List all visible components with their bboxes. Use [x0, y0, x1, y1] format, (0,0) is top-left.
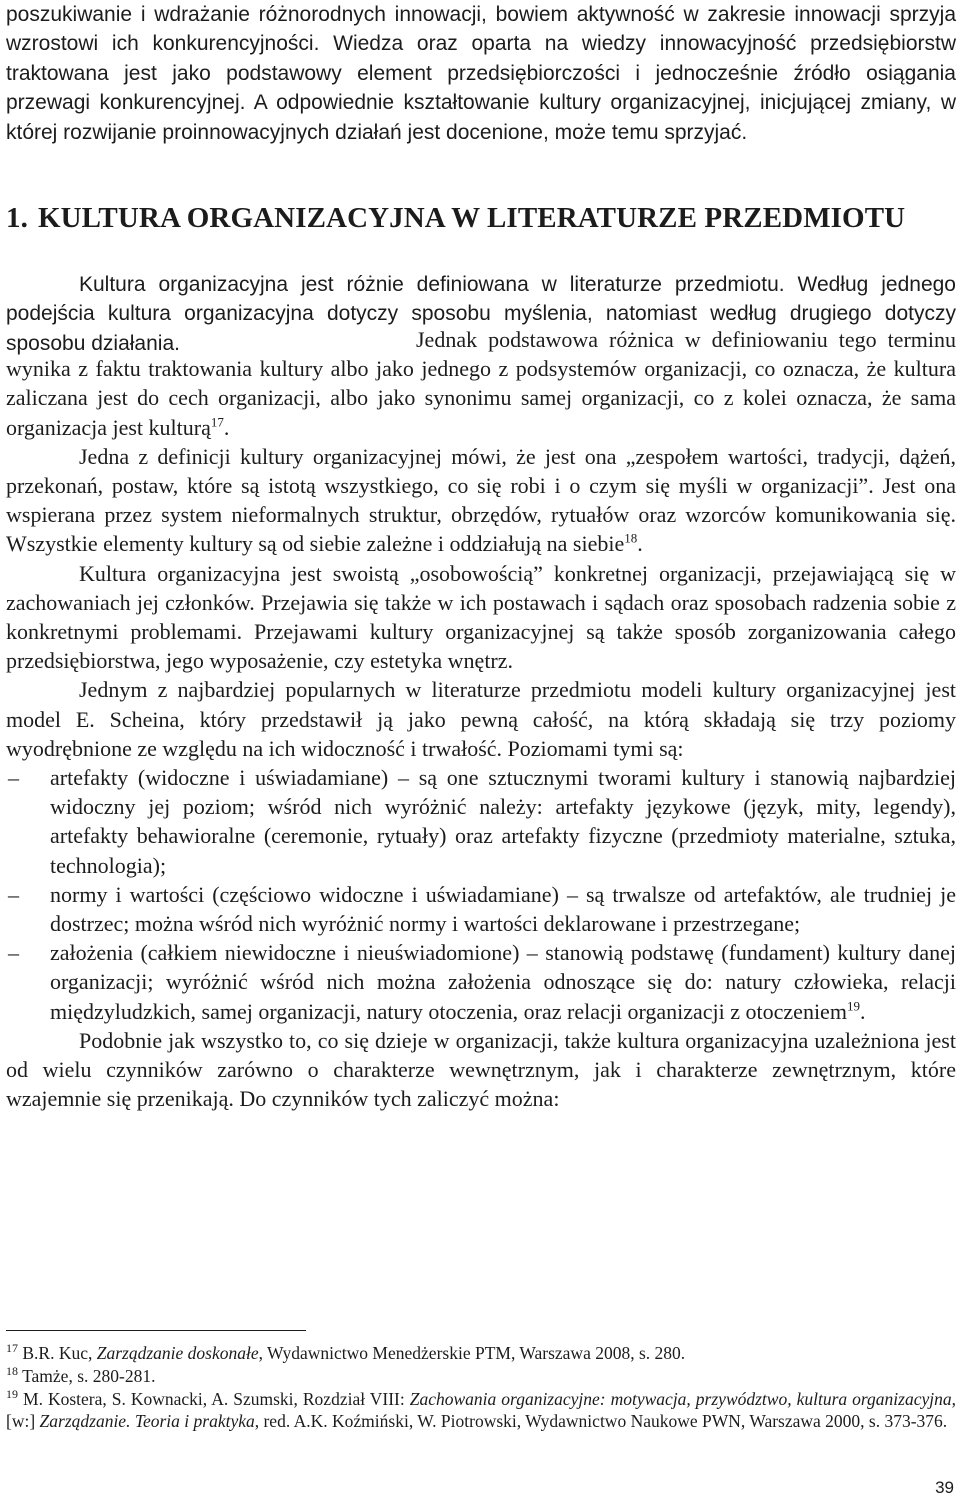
page-number: 39: [935, 1478, 954, 1497]
footnotes: [6, 1342, 956, 1433]
intro-text: poszukiwanie i wdrażanie różnorodnych innowacji, bowiem aktywność w zakresie innowacji sprzyja wzrostowi ich konkurencyjności. Wiedza oraz oparta na wiedzy innowacyjność przedsiębiorstw traktowana jest jako podstawowy element przedsiębiorczości i jednocześnie źródło osiągania przewagi konkurencyjnej. A odpowiednie kształtowanie kultury organizacyjnej, inicjującej zmiany, w której rozwijanie proinnowacyjnych działań jest docenione, może temu sprzyjać.: [6, 3, 956, 144]
culture-levels-list: [6, 763, 956, 1026]
section-number: 1.: [6, 202, 28, 234]
footnote-title: Zarządzanie. Teoria i praktyka: [39, 1411, 255, 1432]
paragraph-2: Jedna z definicji kultury organizacyjnej mówi, że jest ona „zespołem wartości, tradycji, dążeń, przekonań, postaw, które są istotą wszystkiego, co się robi i o czym się myśli w organizacji”. Jest ona wspierana przez system nieformalnych struktur, obrzędów, rytuałów oraz wzorców komunikowania się. Wszystkie elementy kultury są od siebie zależne i oddziałują na siebie$^{18}$.: [6, 443, 956, 557]
paragraph-1-part-b: Jednak podstawowa różnica w definiowaniu tego terminu wynika z faktu traktowania kultury albo jako jednego z podsystemów organizacji, co oznacza, że kultura zaliczana jest do cech organizacji, albo jako synonimu samej organizacji, co z kolei oznacza, że sama organizacja jest kulturą$^{17}$.: [6, 327, 956, 440]
footnote-title: Zarządzanie doskonałe: [96, 1343, 259, 1363]
footnote-number: 17: [6, 1341, 18, 1356]
footnote-title: Zachowania organizacyjne: motywacja, przywództwo, kultura organizacyjna: [409, 1388, 952, 1409]
footnote-text: , [w:]: [6, 1388, 957, 1432]
list-item: [6, 880, 956, 938]
list-item: – założenia (całkiem niewidoczne i nieuświadomione) – stanowią podstawę (fundament) kultury danej organizacji; wyróżnić wśród nich można założenia odnoszące się do: natury człowieka, relacji międzyludzkich, samej organizacji, natury otoczenia, oraz relacji organizacji z otoczeniem$^{19}$.: [8, 940, 956, 1024]
section-heading: [6, 200, 956, 236]
main-body: [6, 325, 956, 1113]
footnote-text: M. Kostera, S. Kownacki, A. Szumski, Rozdział VIII:: [23, 1388, 410, 1409]
paragraph-1-sans-text: Kultura organizacyjna jest różnie definiowana w literaturze przedmiotu. Według jednego podejścia kultura organizacyjna dotyczy sposobu myślenia, natomiast według drugiego dotyczy sposobu działania.: [6, 273, 956, 355]
dash-bullet: –: [8, 765, 19, 791]
footnote-number: 18: [6, 1363, 18, 1378]
footnote-text: , Wydawnictwo Menedżerskie PTM, Warszawa 2008, s. 280.: [258, 1343, 686, 1363]
list-item-zalozenia: założenia (całkiem niewidoczne i nieuświadomione) – stanowią podstawę (fundament) kultury danej organizacji; wyróżnić wśród nich można założenia odnoszące się do: natury człowieka, relacji międzyludzkich, samej organizacji, natury otoczenia, oraz relacji organizacji z otoczeniem: [50, 940, 956, 1024]
paragraph-3: Kultura organizacyjna jest swoistą „osobowością” konkretnej organizacji, przejawiającą się w zachowaniach jej członków. Przejawia się także w ich postawach i sądach oraz sposobach radzenia sobie z konkretnymi problemami. Przejawami kultury organizacyjnej są także sposób zorganizowania całego przedsiębiorstwa, jego wyposażenie, czy estetyka wnętrz.: [6, 560, 956, 674]
footnote-17: [6, 1342, 956, 1365]
footnote-text: Tamże, s. 280-281.: [22, 1365, 156, 1386]
list-item-normy: normy i wartości (częściowo widoczne i uświadamiane) – są trwalsze od artefaktów, ale trudniej je dostrzec; można wśród nich wyróżnić normy i wartości deklarowane i przestrzegane;: [50, 881, 956, 937]
footnote-ref-17[interactable]: 17: [210, 414, 224, 430]
paragraph-2-text: Jedna z definicji kultury organizacyjnej mówi, że jest ona „zespołem wartości, tradycji, dążeń, przekonań, postaw, które są istotą wszystkiego, co się robi i o czym się myśli w organizacji”. Jest ona wspierana przez system nieformalnych struktur, obrzędów, rytuałów oraz wzorców komunikowania się. Wszystkie elementy kultury są od siebie zależne i oddziałują na siebie: [6, 443, 956, 557]
footnote-text: B.R. Kuc,: [22, 1343, 97, 1363]
paragraph-4: Jednym z najbardziej popularnych w literaturze przedmiotu modeli kultury organizacyjnej jest model E. Scheina, który przedstawił ją jako pewną całość, na którą składają się trzy poziomy wyodrębnione ze względu na ich widoczność i trwałość. Poziomami tymi są:: [6, 677, 956, 761]
paragraph-1-serif-text: Jednak podstawowa różnica w definiowaniu tego terminu wynika z faktu traktowania kultury albo jako jednego z podsystemów organizacji, co oznacza, że kultura zaliczana jest do cech organizacji, albo jako synonimu samej organizacji, co z kolei oznacza, że sama organizacja jest kulturą: [6, 327, 956, 440]
footnote-ref-18[interactable]: 18: [624, 531, 638, 547]
dash-bullet: –: [8, 881, 19, 907]
footnote-text: , red. A.K. Koźmiński, W. Piotrowski, Wydawnictwo Naukowe PWN, Warszawa 2000, s. 373-376.: [254, 1411, 948, 1432]
list-item: [6, 763, 956, 880]
paragraph-5: Podobnie jak wszystko to, co się dzieje w organizacji, także kultura organizacyjna uzależniona jest od wielu czynników zarówno o charakterze wewnętrznym, jak i charakterze zewnętrznym, które wzajemnie się przenikają. Do czynników tych zaliczyć można:: [6, 1027, 956, 1112]
intro-paragraph: [6, 0, 956, 147]
footnote-separator: [6, 1330, 306, 1331]
footnote-number: 19: [6, 1386, 18, 1401]
list-item-artefakty: artefakty (widoczne i uświadamiane) – są one sztucznymi tworami kultury i stanowią najbardziej widoczny jej poziom; wśród nich wyróżnić należy: artefakty językowe (język, mity, legendy), artefakty behawioralne (ceremonie, rytuały) oraz artefakty fizyczne (przedmioty materialne, sztuka, technologia);: [50, 765, 956, 878]
dash-bullet: –: [8, 940, 19, 966]
section-title: KULTURA ORGANIZACYJNA W LITERATURZE PRZEDMIOTU: [37, 202, 906, 234]
footnote-18: [6, 1365, 956, 1388]
footnote-19: [6, 1388, 956, 1434]
footnote-ref-19[interactable]: 19: [846, 998, 860, 1014]
